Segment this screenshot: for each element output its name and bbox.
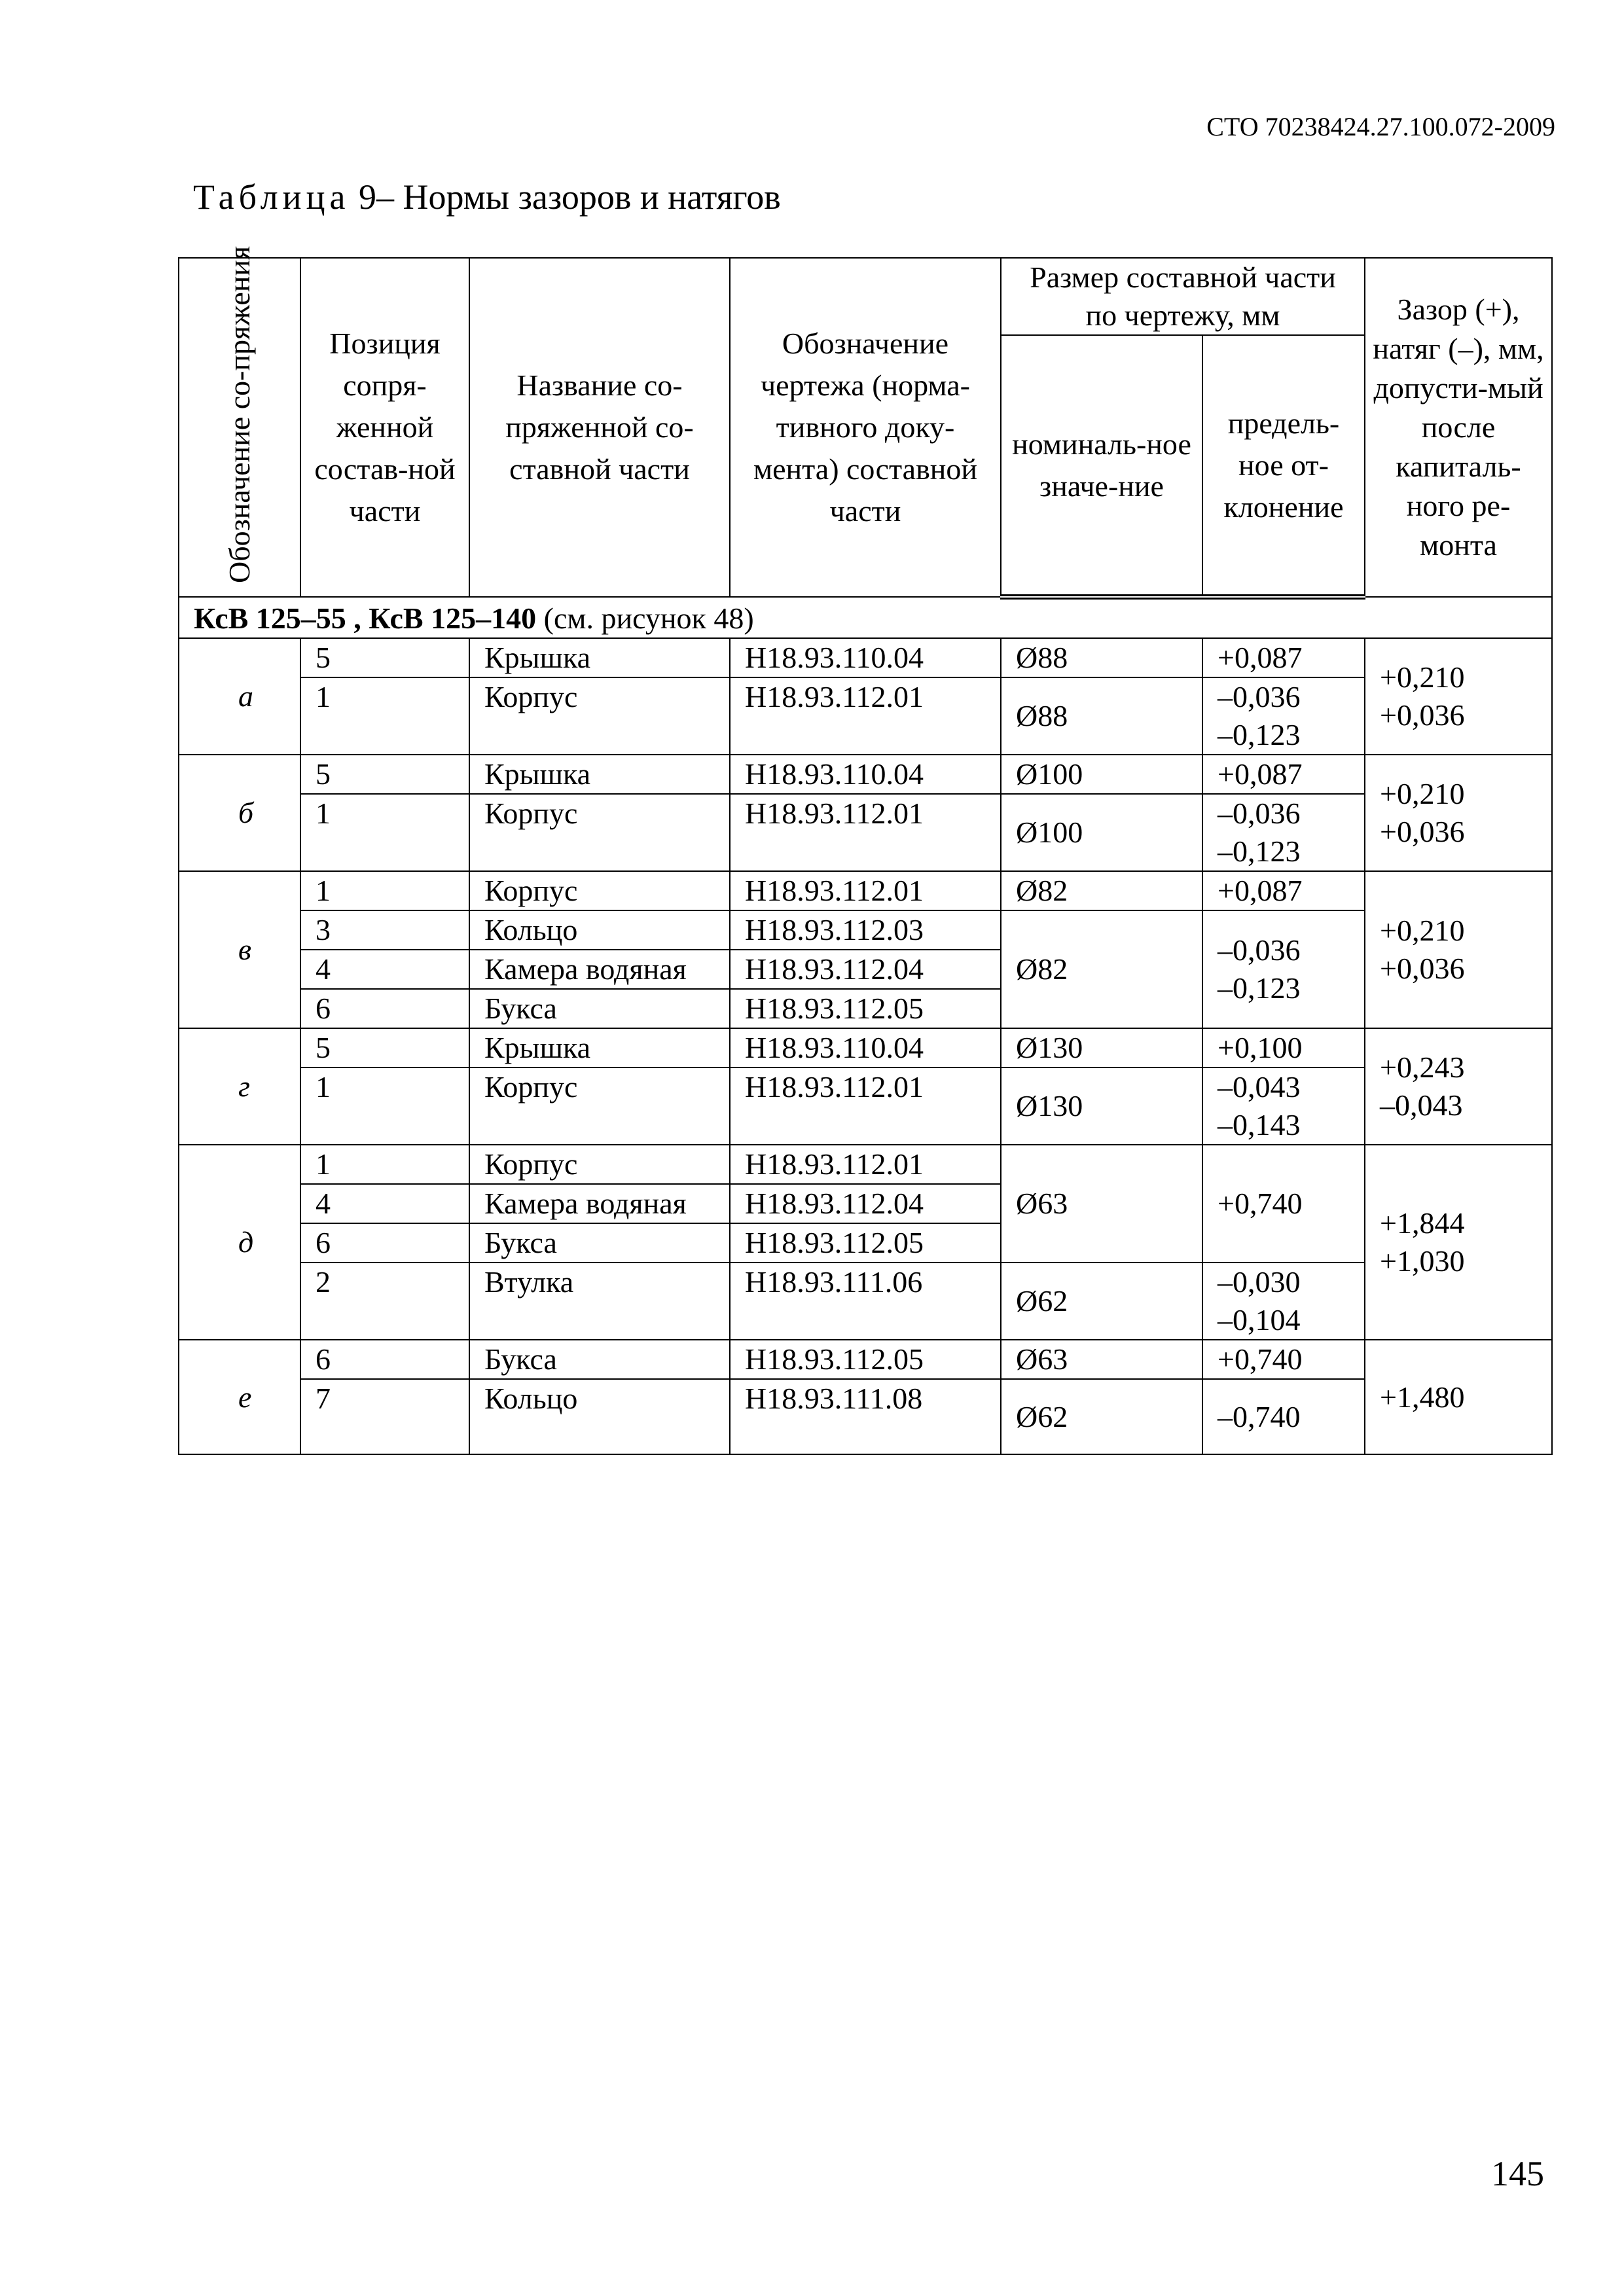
- header-clearance: Зазор (+), натяг (–), мм, допусти-мый после капиталь-ного ре-монта: [1365, 258, 1552, 597]
- header-size-group: Размер составной части по чертежу, мм: [1001, 258, 1365, 335]
- nominal-size: Ø130: [1001, 1067, 1202, 1145]
- header-drawing: Обозначение чертежа (норма-тивного доку-мента) составной части: [730, 258, 1001, 597]
- group-models: КсВ 125–55 , КсВ 125–140: [194, 601, 537, 635]
- connection-b: б: [179, 755, 300, 871]
- position: 1: [300, 1145, 469, 1184]
- drawing-number: Н18.93.112.01: [730, 1145, 1001, 1184]
- part-name: Камера водяная: [469, 950, 730, 989]
- position: 1: [300, 794, 469, 871]
- part-name: Букса: [469, 1223, 730, 1263]
- clearance-value: +1,844 +1,030: [1365, 1145, 1552, 1340]
- position: 2: [300, 1263, 469, 1340]
- position: 5: [300, 638, 469, 677]
- position: 5: [300, 1028, 469, 1067]
- table-title: [193, 177, 781, 217]
- part-name: Корпус: [469, 1067, 730, 1145]
- part-name: Корпус: [469, 871, 730, 910]
- drawing-number: Н18.93.112.01: [730, 871, 1001, 910]
- connection-v: в: [179, 871, 300, 1028]
- nominal-size: Ø82: [1001, 910, 1202, 1028]
- position: 5: [300, 755, 469, 794]
- drawing-number: Н18.93.110.04: [730, 638, 1001, 677]
- part-name: Втулка: [469, 1263, 730, 1340]
- position: 6: [300, 1340, 469, 1379]
- norms-table: [178, 245, 1553, 1455]
- clearance-value: +0,210 +0,036: [1365, 638, 1552, 755]
- tolerance: +0,087: [1202, 871, 1365, 910]
- connection-g: г: [179, 1028, 300, 1145]
- nominal-size: Ø100: [1001, 755, 1202, 794]
- table-title-label: Таблица: [193, 177, 350, 217]
- part-name: Букса: [469, 989, 730, 1028]
- position: 7: [300, 1379, 469, 1454]
- group-note: (см. рисунок 48): [536, 601, 754, 635]
- nominal-size: Ø62: [1001, 1379, 1202, 1454]
- position: 4: [300, 950, 469, 989]
- drawing-number: Н18.93.112.05: [730, 989, 1001, 1028]
- page-number: 145: [1491, 2154, 1544, 2193]
- nominal-size: Ø100: [1001, 794, 1202, 871]
- tolerance: +0,100: [1202, 1028, 1365, 1067]
- drawing-number: Н18.93.112.04: [730, 1184, 1001, 1223]
- drawing-number: Н18.93.112.01: [730, 794, 1001, 871]
- header-connection: Обозначение со-пряжения: [179, 258, 300, 597]
- part-name: Кольцо: [469, 910, 730, 950]
- position: 6: [300, 1223, 469, 1263]
- nominal-size: Ø130: [1001, 1028, 1202, 1067]
- drawing-number: Н18.93.112.05: [730, 1340, 1001, 1379]
- connection-d: д: [179, 1145, 300, 1340]
- tolerance: –0,740: [1202, 1379, 1365, 1454]
- header-deviation: предель-ное от-клонение: [1202, 335, 1365, 597]
- nominal-size: Ø82: [1001, 871, 1202, 910]
- tolerance: +0,087: [1202, 755, 1365, 794]
- clearance-value: +0,210 +0,036: [1365, 871, 1552, 1028]
- header-part-name: Название со-пряженной со-ставной части: [469, 258, 730, 597]
- drawing-number: Н18.93.111.06: [730, 1263, 1001, 1340]
- part-name: Крышка: [469, 1028, 730, 1067]
- nominal-size: Ø88: [1001, 677, 1202, 755]
- drawing-number: Н18.93.112.05: [730, 1223, 1001, 1263]
- group-row: [179, 597, 1552, 638]
- header-position: Позиция сопря-женной состав-ной части: [300, 258, 469, 597]
- part-name: Корпус: [469, 1145, 730, 1184]
- part-name: Кольцо: [469, 1379, 730, 1454]
- clearance-value: +0,243 –0,043: [1365, 1028, 1552, 1145]
- tolerance: –0,043 –0,143: [1202, 1067, 1365, 1145]
- position: 1: [300, 677, 469, 755]
- clearance-value: +1,480: [1365, 1340, 1552, 1454]
- part-name: Крышка: [469, 755, 730, 794]
- position: 1: [300, 1067, 469, 1145]
- position: 3: [300, 910, 469, 950]
- part-name: Корпус: [469, 677, 730, 755]
- connection-e: е: [179, 1340, 300, 1454]
- part-name: Корпус: [469, 794, 730, 871]
- part-name: Камера водяная: [469, 1184, 730, 1223]
- drawing-number: Н18.93.110.04: [730, 1028, 1001, 1067]
- tolerance: +0,087: [1202, 638, 1365, 677]
- tolerance: +0,740: [1202, 1340, 1365, 1379]
- drawing-number: Н18.93.111.08: [730, 1379, 1001, 1454]
- drawing-number: Н18.93.112.03: [730, 910, 1001, 950]
- position: 1: [300, 871, 469, 910]
- tolerance: –0,036 –0,123: [1202, 794, 1365, 871]
- tolerance: –0,036 –0,123: [1202, 910, 1365, 1028]
- tolerance: +0,740: [1202, 1145, 1365, 1263]
- nominal-size: Ø88: [1001, 638, 1202, 677]
- nominal-size: Ø62: [1001, 1263, 1202, 1340]
- tolerance: –0,036 –0,123: [1202, 677, 1365, 755]
- position: 6: [300, 989, 469, 1028]
- clearance-value: +0,210 +0,036: [1365, 755, 1552, 871]
- nominal-size: Ø63: [1001, 1145, 1202, 1263]
- document-code: СТО 70238424.27.100.072-2009: [1206, 112, 1555, 141]
- table-title-text: 9– Нормы зазоров и натягов: [358, 177, 781, 217]
- drawing-number: Н18.93.112.01: [730, 677, 1001, 755]
- position: 4: [300, 1184, 469, 1223]
- header-nominal: номиналь-ное значе-ние: [1001, 335, 1202, 597]
- drawing-number: Н18.93.110.04: [730, 755, 1001, 794]
- part-name: Крышка: [469, 638, 730, 677]
- drawing-number: Н18.93.112.01: [730, 1067, 1001, 1145]
- nominal-size: Ø63: [1001, 1340, 1202, 1379]
- connection-a: а: [179, 638, 300, 755]
- part-name: Букса: [469, 1340, 730, 1379]
- tolerance: –0,030 –0,104: [1202, 1263, 1365, 1340]
- drawing-number: Н18.93.112.04: [730, 950, 1001, 989]
